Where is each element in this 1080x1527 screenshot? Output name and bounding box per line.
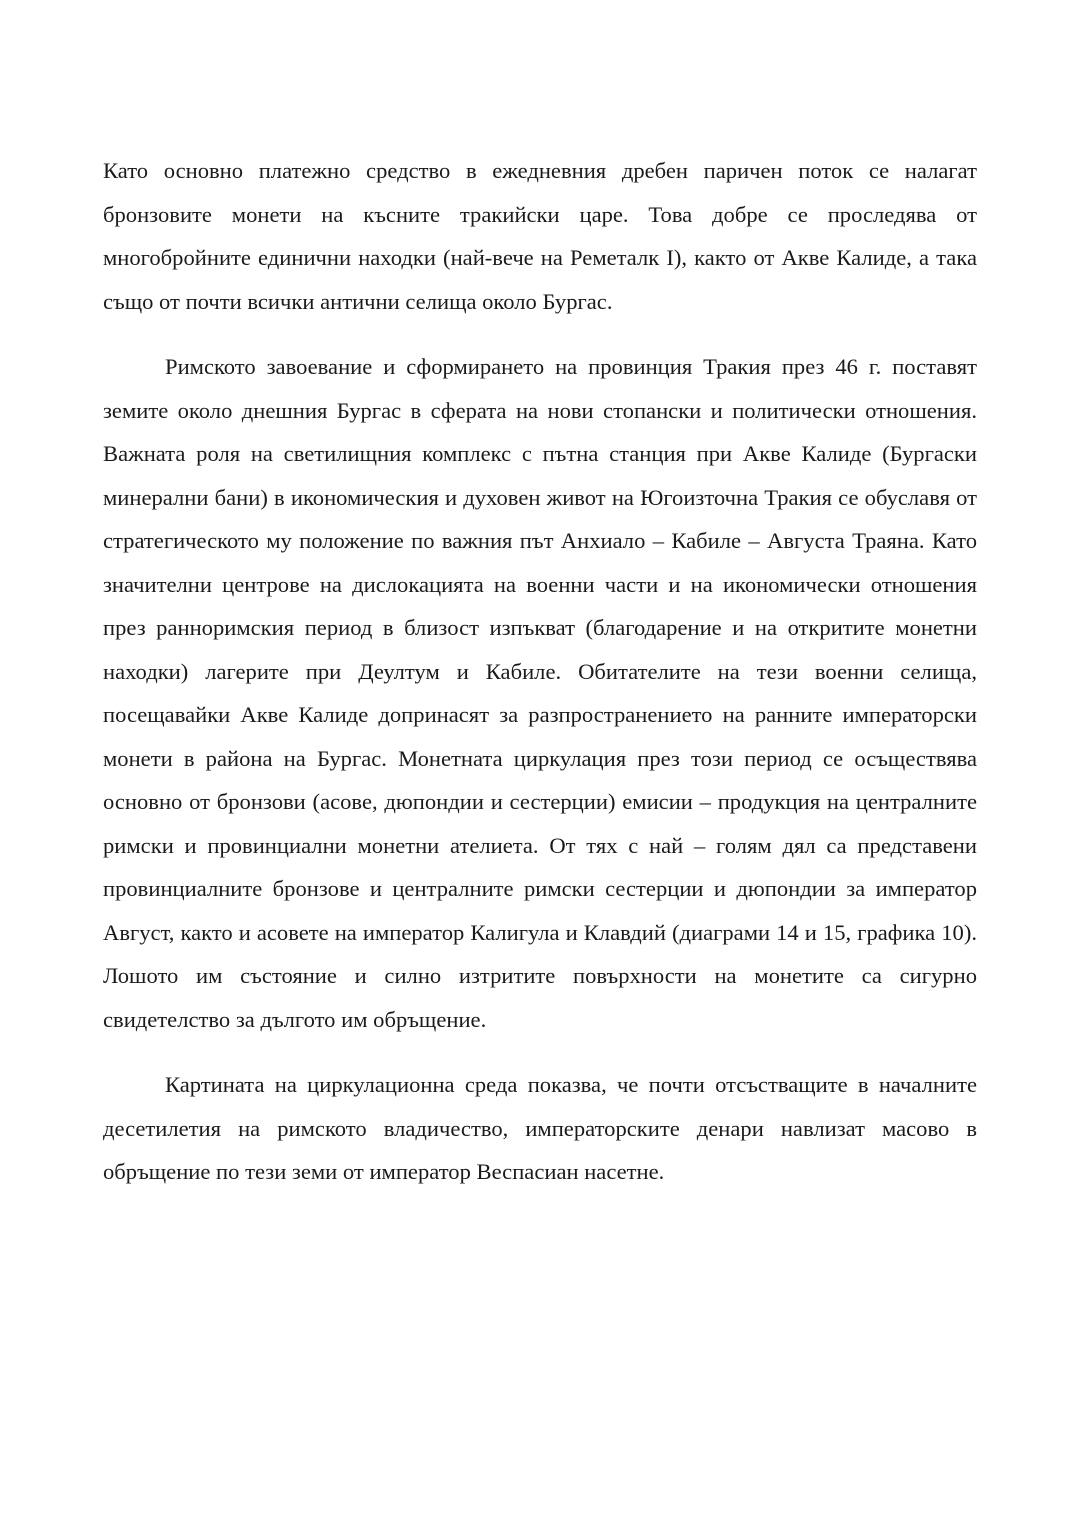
paragraph-1: Като основно платежно средство в ежедневния дребен паричен поток се налагат бронзовите монети на късните тракийски царе. Това добре се проследява от многобройните единични находки (най-вече на Реметалк I), както от Акве Калиде, а така също от почти всички антични селища около Бургас.: [103, 158, 977, 314]
document-body: [103, 149, 977, 1194]
paragraph-spacer: [103, 1041, 977, 1063]
paragraph-2: Римското завоевание и сформирането на провинция Тракия през 46 г. поставят земите около днешния Бургас в сферата на нови стопански и политически отношения. Важната роля на светилищния комплекс с пътна станция при Акве Калиде (Бургаски минерални бани) в икономическия и духовен живот на Югоизточна Тракия се обуславя от стратегическото му положение по важния път Анхиало – Кабиле – Августа Траяна. Като значителни центрове на дислокацията на военни части и на икономически отношения през ранноримския период в близост изпъкват (благодарение и на откритите монетни находки) лагерите при Деултум и Кабиле. Обитателите на тези военни селища, посещавайки Акве Калиде допринасят за разпространението на ранните императорски монети в района на Бургас. Монетната циркулация през този период се осъществява основно от бронзови (асове, дюпондии и сестерции) емисии – продукция на централните римски и провинциални монетни ателиета. От тях с най – голям дял са представени провинциалните бронзове и централните римски сестерции и дюпондии за император Август, както и асовете на император Калигула и Клавдий (диаграми 14 и 15, графика 10). Лошото им състояние и силно изтритите повърхности на монетите са сигурно свидетелство за дългото им обръщение.: [103, 354, 977, 1032]
paragraph-spacer: [103, 323, 977, 345]
paragraph-3: Картината на циркулационна среда показва, че почти отсъстващите в началните десетилетия на римското владичество, императорските денари навлизат масово в обръщение по тези земи от император Веспасиан насетне.: [103, 1072, 977, 1184]
